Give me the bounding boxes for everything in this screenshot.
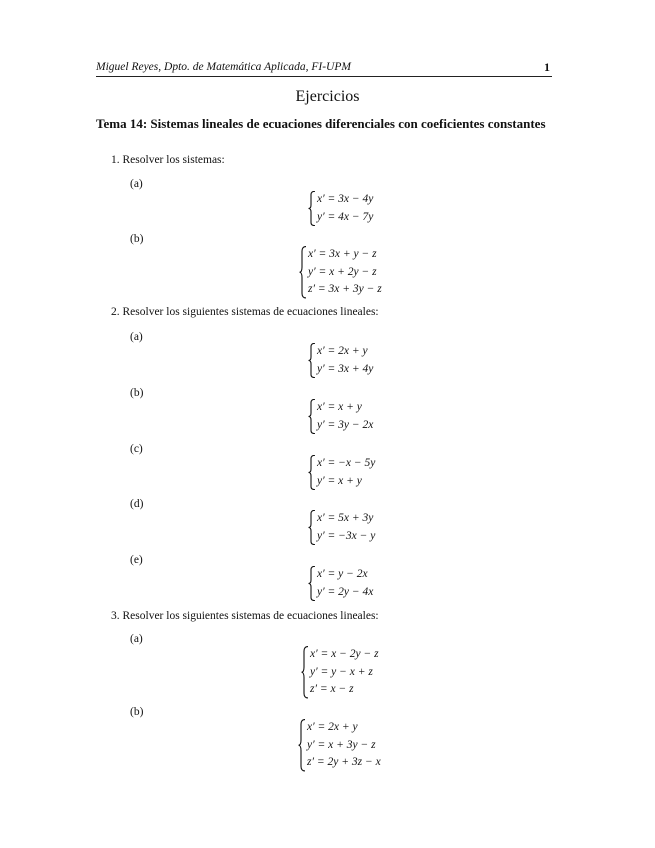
equation: x′ = 5x + 3y [317,512,374,524]
exercise-1b-system [299,246,382,299]
exercise-3b-system [298,719,381,772]
brace-icon [308,510,316,545]
exercise-2-label: 2. Resolver los siguientes sistemas de ecuaciones lineales: [111,306,379,318]
equation: y′ = −3x − y [317,529,376,542]
equation: x′ = −x − 5y [317,457,376,469]
exercise-3a-label: (a) [130,633,143,645]
equation: x′ = x − 2y − z [310,648,379,660]
brace-icon [301,646,309,699]
equation: y′ = 3y − 2x [317,418,374,431]
exercise-3-label: 3. Resolver los siguientes sistemas de ecuaciones lineales: [111,610,379,622]
equation: z′ = x − z [310,683,354,695]
header-author: Miguel Reyes, Dpto. de Matemática Aplicada, FI-UPM [96,61,351,73]
exercise-2b-system [308,399,373,434]
exercise-2a-label: (a) [130,331,143,343]
equation: x′ = 3x + y − z [308,248,377,260]
equation: x′ = 2x + y [317,345,368,357]
equation: y′ = 3x + 4y [317,362,374,375]
equation: y′ = x + 3y − z [307,738,376,751]
page-header [96,60,552,77]
page-number: 1 [544,60,550,74]
page-title: Ejercicios [295,88,360,105]
exercise-2e-system [308,566,373,601]
exercise-3b-label: (b) [130,706,144,718]
equation: y′ = 2y − 4x [317,585,374,598]
brace-icon [308,455,316,490]
equation: y′ = 4x − 7y [317,210,374,223]
section-heading: Tema 14: Sistemas lineales de ecuaciones diferenciales con coeficientes constantes [96,116,546,131]
exercise-1a-label: (a) [130,178,143,190]
equation: y′ = x + y [317,474,362,487]
equation: x′ = 3x − 4y [317,193,374,205]
equation: x′ = x + y [317,401,362,413]
exercise-1a-system [308,191,373,226]
exercise-2e-label: (e) [130,554,143,566]
equation: x′ = 2x + y [307,721,358,733]
equation: z′ = 2y + 3z − x [307,756,381,768]
exercise-2c-label: (c) [130,443,143,455]
exercise-1-label: 1. Resolver los sistemas: [111,154,225,166]
equation: y′ = x + 2y − z [308,265,377,278]
exercise-2d-system [308,510,375,545]
exercise-3a-system [301,646,379,699]
brace-icon [308,566,316,601]
brace-icon [308,343,316,378]
brace-icon [299,246,307,299]
equation: y′ = y − x + z [310,665,373,678]
exercise-2d-label: (d) [130,498,144,510]
brace-icon [308,191,316,226]
exercise-2c-system [308,455,375,490]
exercise-2b-label: (b) [130,387,144,399]
equation: x′ = y − 2x [317,568,368,580]
exercise-1b-label: (b) [130,233,144,245]
brace-icon [298,719,306,772]
brace-icon [308,399,316,434]
exercise-2a-system [308,343,373,378]
equation: z′ = 3x + 3y − z [308,283,382,295]
